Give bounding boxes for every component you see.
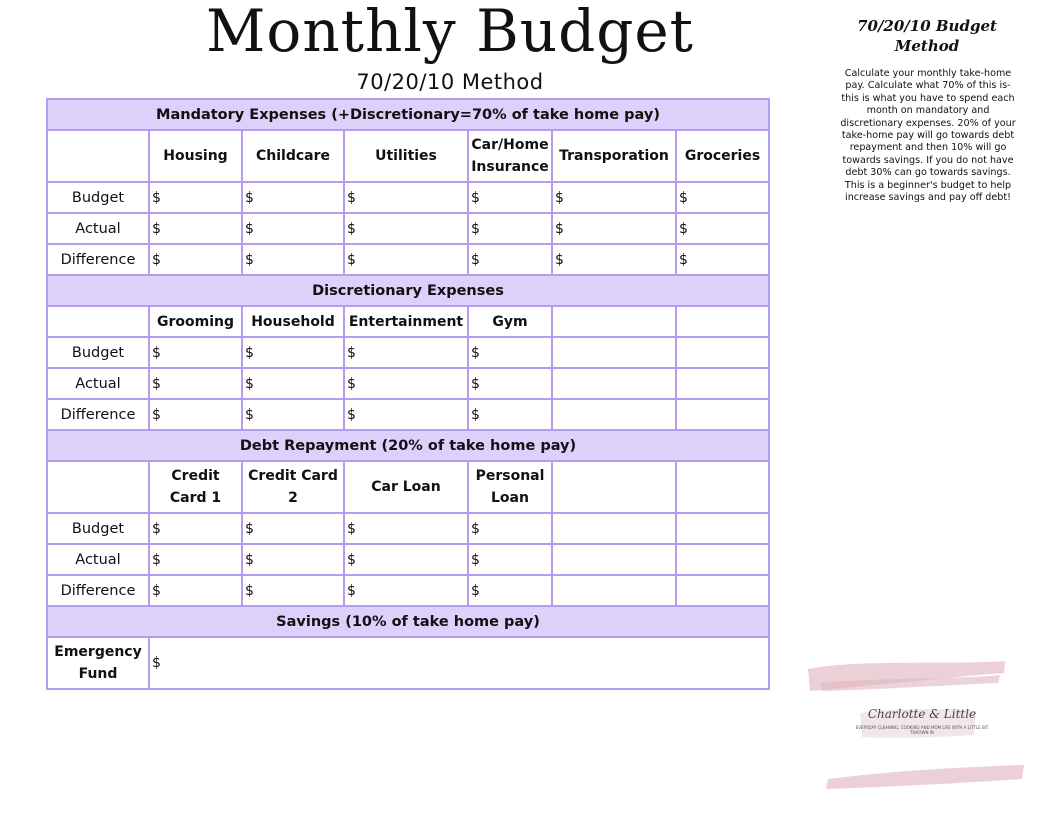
empty-cell [676,399,769,430]
budget-table [46,98,770,690]
column-header: Car/Home Insurance [468,130,552,182]
row-label-budget: Budget [47,337,149,368]
amount-cell[interactable]: $ [676,213,769,244]
logo-tagline: EVERYDAY CLEANING, COOKING AND MOM LIFE WITH A LITTLE BIT THROWN IN [855,725,989,735]
row-label-actual: Actual [47,544,149,575]
amount-cell[interactable]: $ [149,368,242,399]
empty-cell [676,513,769,544]
amount-cell[interactable]: $ [468,337,552,368]
column-header: Entertainment [344,306,468,337]
amount-cell[interactable]: $ [149,544,242,575]
amount-cell[interactable]: $ [149,182,242,213]
row-label-difference: Difference [47,399,149,430]
amount-cell[interactable]: $ [552,213,676,244]
column-header: Childcare [242,130,344,182]
row-label-actual: Actual [47,368,149,399]
empty-cell [676,337,769,368]
section-header-savings: Savings (10% of take home pay) [47,606,769,637]
amount-cell[interactable]: $ [242,244,344,275]
amount-cell[interactable]: $ [149,575,242,606]
column-header: Grooming [149,306,242,337]
header-blank-cell [47,130,149,182]
header-blank-cell [47,306,149,337]
amount-cell[interactable]: $ [344,544,468,575]
amount-cell[interactable]: $ [468,575,552,606]
column-header: Household [242,306,344,337]
section-header-mandatory: Mandatory Expenses (+Discretionary=70% of take home pay) [47,99,769,130]
empty-cell [552,575,676,606]
section-header-debt: Debt Repayment (20% of take home pay) [47,430,769,461]
page-title: Monthly Budget [206,0,694,65]
empty-cell [676,461,769,513]
amount-cell[interactable]: $ [676,182,769,213]
amount-cell[interactable]: $ [468,513,552,544]
column-header: Utilities [344,130,468,182]
section-header-discretionary: Discretionary Expenses [47,275,769,306]
amount-cell[interactable]: $ [552,182,676,213]
amount-cell[interactable]: $ [468,544,552,575]
amount-cell[interactable]: $ [242,575,344,606]
page-subtitle: 70/20/10 Method [356,70,544,94]
amount-cell[interactable]: $ [149,213,242,244]
empty-cell [676,368,769,399]
empty-cell [552,368,676,399]
empty-cell [552,306,676,337]
amount-cell[interactable]: $ [149,399,242,430]
empty-cell [552,399,676,430]
amount-cell[interactable]: $ [468,213,552,244]
empty-cell [552,461,676,513]
column-header: Groceries [676,130,769,182]
empty-cell [552,337,676,368]
empty-cell [676,575,769,606]
row-label-difference: Difference [47,575,149,606]
column-header: Transporation [552,130,676,182]
row-label-actual: Actual [47,213,149,244]
emergency-fund-label: Emergency Fund [47,637,149,689]
amount-cell[interactable]: $ [344,368,468,399]
amount-cell[interactable]: $ [676,244,769,275]
amount-cell[interactable]: $ [344,244,468,275]
amount-cell[interactable]: $ [344,182,468,213]
emergency-fund-amount[interactable]: $ [149,637,769,689]
amount-cell[interactable]: $ [242,182,344,213]
amount-cell[interactable]: $ [242,399,344,430]
amount-cell[interactable]: $ [149,244,242,275]
brand-logo [800,655,1040,795]
empty-cell [676,544,769,575]
sidebar-title: 70/20/10 Budget Method [857,17,997,55]
sidebar-description: Calculate your monthly take-home pay. Calculate what 70% of this is-this is what you have to spend each month on mandatory and discretionary expenses. 20% of your take-home pay will go towards debt repayment and then 10% will go towards savings. If you do not have debt 30% can go towards savings. This is a beginner's budget to help increase savings and pay off debt! [840,68,1016,204]
amount-cell[interactable]: $ [344,337,468,368]
amount-cell[interactable]: $ [344,213,468,244]
amount-cell[interactable]: $ [468,244,552,275]
amount-cell[interactable]: $ [242,337,344,368]
amount-cell[interactable]: $ [242,213,344,244]
amount-cell[interactable]: $ [468,368,552,399]
amount-cell[interactable]: $ [344,575,468,606]
column-header: Personal Loan [468,461,552,513]
amount-cell[interactable]: $ [552,244,676,275]
amount-cell[interactable]: $ [149,337,242,368]
amount-cell[interactable]: $ [242,368,344,399]
empty-cell [552,513,676,544]
amount-cell[interactable]: $ [344,399,468,430]
column-header: Car Loan [344,461,468,513]
amount-cell[interactable]: $ [149,513,242,544]
row-label-budget: Budget [47,513,149,544]
column-header: Credit Card 2 [242,461,344,513]
logo-name: Charlotte & Little [867,707,977,721]
column-header: Gym [468,306,552,337]
amount-cell[interactable]: $ [242,544,344,575]
empty-cell [676,306,769,337]
amount-cell[interactable]: $ [344,513,468,544]
amount-cell[interactable]: $ [468,399,552,430]
empty-cell [552,544,676,575]
column-header: Credit Card 1 [149,461,242,513]
header-blank-cell [47,461,149,513]
column-header: Housing [149,130,242,182]
amount-cell[interactable]: $ [468,182,552,213]
row-label-difference: Difference [47,244,149,275]
row-label-budget: Budget [47,182,149,213]
amount-cell[interactable]: $ [242,513,344,544]
